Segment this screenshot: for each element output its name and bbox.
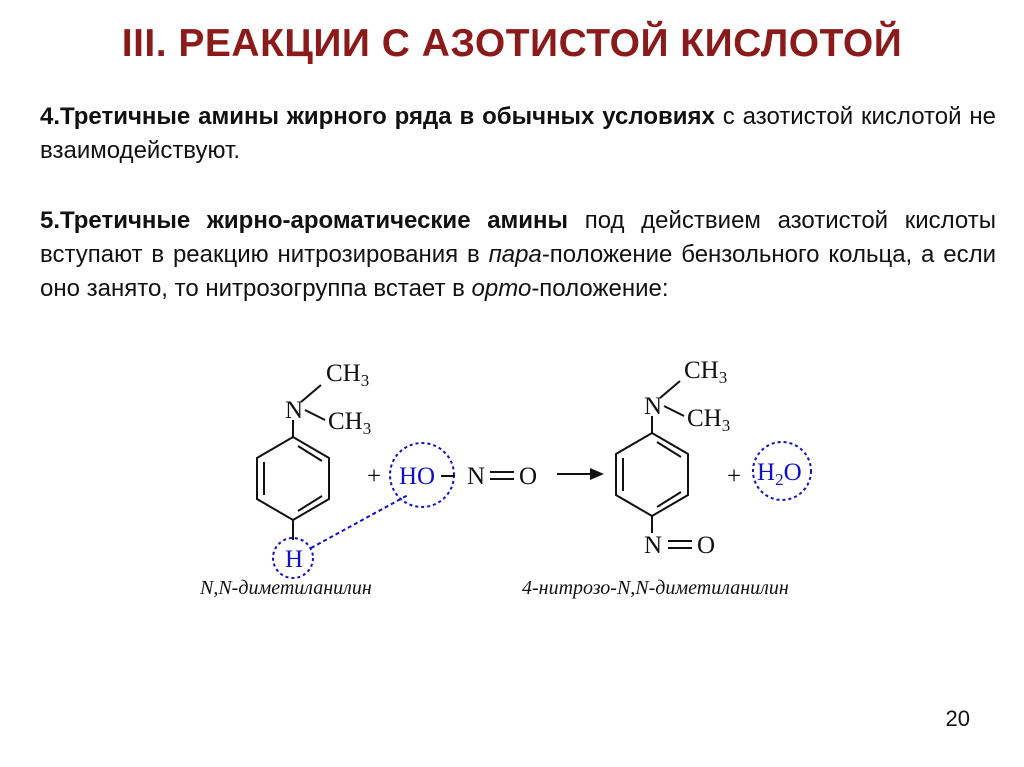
orto-term: орто <box>471 275 532 302</box>
slide-title: III. РЕАКЦИИ С АЗОТИСТОЙ КИСЛОТОЙ <box>121 22 903 65</box>
reactant-ch3-top: $CH_3$ <box>326 360 370 390</box>
para-term: пара <box>488 241 542 268</box>
nitrous-o-atom: O <box>519 463 538 490</box>
water-molecule: $H_2O$ <box>757 459 802 489</box>
paragraph-4-text: с азотистой кислотой не взаимодействуют. <box>40 103 996 164</box>
reactant-ch3-bottom: $CH_3$ <box>328 408 372 438</box>
paragraph-5-text-1: под действием азотистой кислоты вступают в реакцию нитрозирования в <box>40 207 996 268</box>
elimination-connector <box>311 495 408 548</box>
plus-sign-2: + <box>727 463 742 490</box>
product-name: 4-нитрозо-N,N-диметиланилин <box>522 577 789 599</box>
paragraph-5-text-3: -положение: <box>531 275 669 302</box>
ho-group: HO <box>399 463 436 490</box>
benzene-ring-reactant <box>257 437 329 520</box>
paragraph-5-bold: 5.Третичные жирно-ароматические амины <box>40 207 569 234</box>
page-number: 20 <box>945 706 970 731</box>
product-nitroso-o: O <box>697 532 716 559</box>
reaction-arrow-head <box>590 468 604 480</box>
reactant-name: N,N-диметиланилин <box>200 577 372 599</box>
plus-sign-1: + <box>367 463 382 490</box>
product-ch3-top: $CH_3$ <box>684 357 728 387</box>
product-n-atom: N <box>644 393 663 420</box>
reactant-n-atom: N <box>285 397 304 424</box>
nitrous-n-atom: N <box>467 463 486 490</box>
paragraph-4-bold: 4.Третичные амины жирного ряда в обычных условиях <box>40 103 715 130</box>
reactant-h-atom: H <box>285 546 304 573</box>
product-ch3-bottom: $CH_3$ <box>687 405 731 435</box>
benzene-ring-product <box>616 433 688 516</box>
product-nitroso-n: N <box>644 532 663 559</box>
paragraph-5-text-2: -положение бензольного кольца, а если оно занято, то нитрозогруппа встает в <box>40 241 996 302</box>
